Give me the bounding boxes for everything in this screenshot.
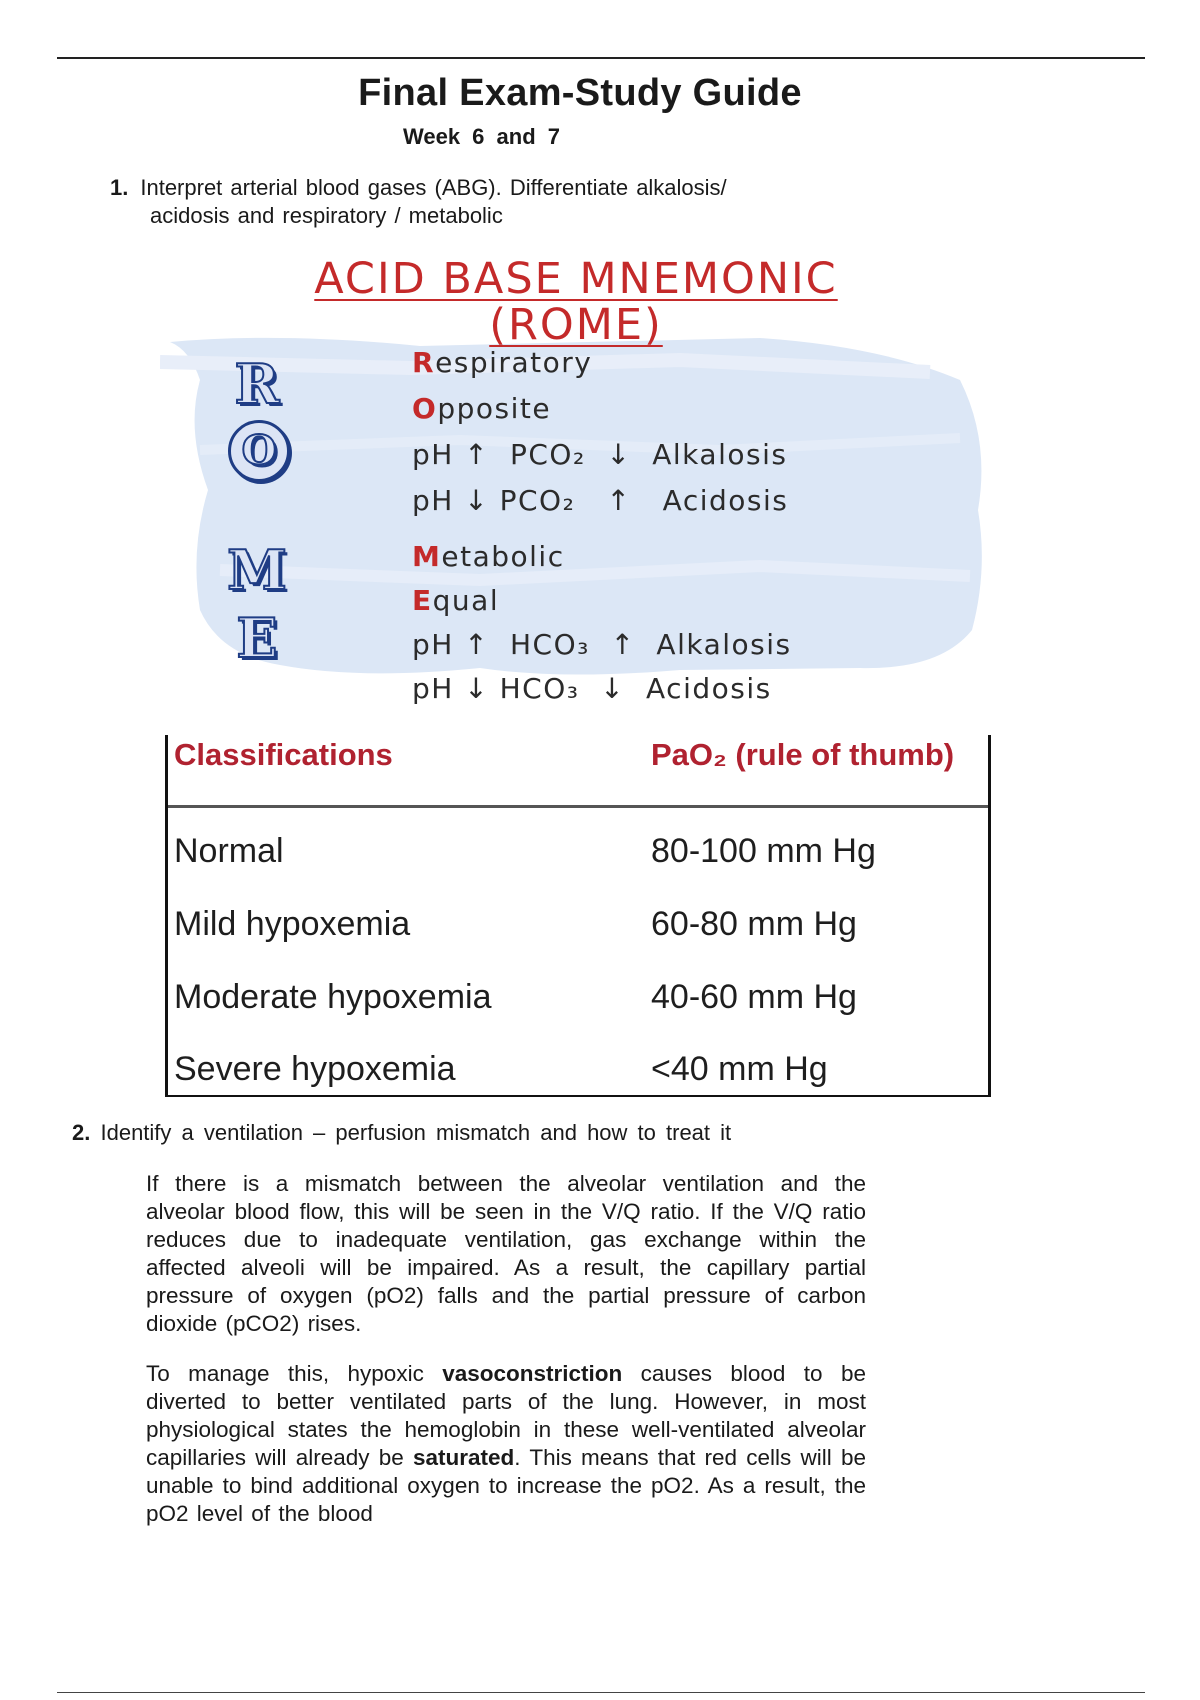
question-1-line-1: Interpret arterial blood gases (ABG). Differentiate alkalosis/ — [140, 175, 727, 200]
page-title: Final Exam-Study Guide — [358, 72, 802, 114]
page-subtitle: Week 6 and 7 — [403, 124, 560, 149]
paragraph-management — [146, 1360, 866, 1528]
mnemonic-line-rest: qual — [432, 584, 500, 617]
table-header — [168, 735, 988, 808]
question-1 — [110, 174, 727, 230]
mnemonic-line-met-alkalosis — [412, 628, 792, 661]
classification-cell: Mild hypoxemia — [174, 905, 411, 943]
mnemonic-line-rest: pH ↓ HCO₃ ↓ Acidosis — [412, 672, 772, 705]
pao2-cell: <40 mm Hg — [651, 1050, 828, 1088]
mnemonic-line-metabolic — [412, 540, 565, 573]
header-pao2: PaO₂ (rule of thumb) — [651, 737, 955, 772]
mnemonic-line-resp-acidosis — [412, 484, 788, 517]
mnemonic-line-cap: R — [412, 346, 436, 379]
pao2-classification-table — [165, 735, 991, 1097]
letter-r-emblem: R — [234, 352, 280, 416]
letter-m-emblem: M — [227, 538, 287, 602]
question-2-number: 2. — [72, 1120, 91, 1145]
table-row — [168, 905, 988, 977]
table-row — [168, 1050, 988, 1122]
mnemonic-subtitle-text: (ROME) — [489, 300, 663, 350]
mnemonic-title — [160, 256, 992, 302]
bold-term-saturated: saturated — [412, 1445, 515, 1470]
mnemonic-title-text: ACID BASE MNEMONIC — [314, 254, 838, 304]
mnemonic-line-respiratory — [412, 346, 592, 379]
top-rule — [57, 57, 1145, 59]
bold-term-vasoconstriction: vasoconstriction — [442, 1361, 623, 1386]
table-row — [168, 832, 988, 904]
letter-o-emblem: O — [228, 420, 290, 482]
table-row — [168, 978, 988, 1050]
pao2-cell: 60-80 mm Hg — [651, 905, 857, 943]
mnemonic-line-rest: pH ↓ PCO₂ ↑ Acidosis — [412, 484, 789, 517]
classification-cell: Normal — [174, 832, 284, 870]
paragraph-text: causes blood to be diverted to better ventilated parts of the lung. However, in most physiological states the hemoglobin in these well-ventilated alveolar capillaries will already be — [146, 1361, 866, 1470]
mnemonic-line-cap: M — [412, 540, 442, 573]
mnemonic-line-rest: pposite — [437, 392, 552, 425]
rome-mnemonic-graphic — [160, 250, 992, 730]
mnemonic-subtitle — [160, 302, 992, 348]
mnemonic-line-rest: pH ↑ PCO₂ ↓ Alkalosis — [412, 438, 788, 471]
pao2-cell: 80-100 mm Hg — [651, 832, 876, 870]
question-1-line-2: acidosis and respiratory / metabolic — [150, 203, 503, 228]
classification-cell: Moderate hypoxemia — [174, 978, 492, 1016]
question-2 — [72, 1120, 731, 1146]
mnemonic-line-cap: E — [412, 584, 433, 617]
paragraph-text: To manage this, hypoxic — [146, 1361, 443, 1386]
mnemonic-line-rest: espiratory — [435, 346, 593, 379]
mnemonic-line-met-acidosis — [412, 672, 772, 705]
paragraph-vq-mismatch: If there is a mismatch between the alveolar ventilation and the alveolar blood flow, this will be seen in the V/Q ratio. If the V/Q ratio reduces due to inadequate ventilation, gas exchange within the affected alveoli will be impaired. As a result, the capillary partial pressure of oxygen (pO2) falls and the partial pressure of carbon dioxide (pCO2) rises. — [146, 1171, 866, 1336]
bottom-rule — [57, 1692, 1145, 1693]
mnemonic-line-opposite — [412, 392, 551, 425]
question-2-text: Identify a ventilation – perfusion mismatch and how to treat it — [100, 1120, 732, 1145]
header-classifications: Classifications — [174, 737, 393, 772]
letter-e-emblem: E — [236, 606, 278, 670]
classification-cell: Severe hypoxemia — [174, 1050, 456, 1088]
mnemonic-line-equal — [412, 584, 499, 617]
mnemonic-line-resp-alkalosis — [412, 438, 787, 471]
pao2-cell: 40-60 mm Hg — [651, 978, 857, 1016]
mnemonic-line-cap: O — [412, 392, 438, 425]
paragraph-text: . This means that red cells will be unable to bind additional oxygen to increase the pO2. As a result, the pO2 level of the blood — [146, 1445, 866, 1526]
mnemonic-line-rest: pH ↑ HCO₃ ↑ Alkalosis — [412, 628, 792, 661]
mnemonic-line-rest: etabolic — [441, 540, 565, 573]
question-1-number: 1. — [110, 175, 129, 200]
